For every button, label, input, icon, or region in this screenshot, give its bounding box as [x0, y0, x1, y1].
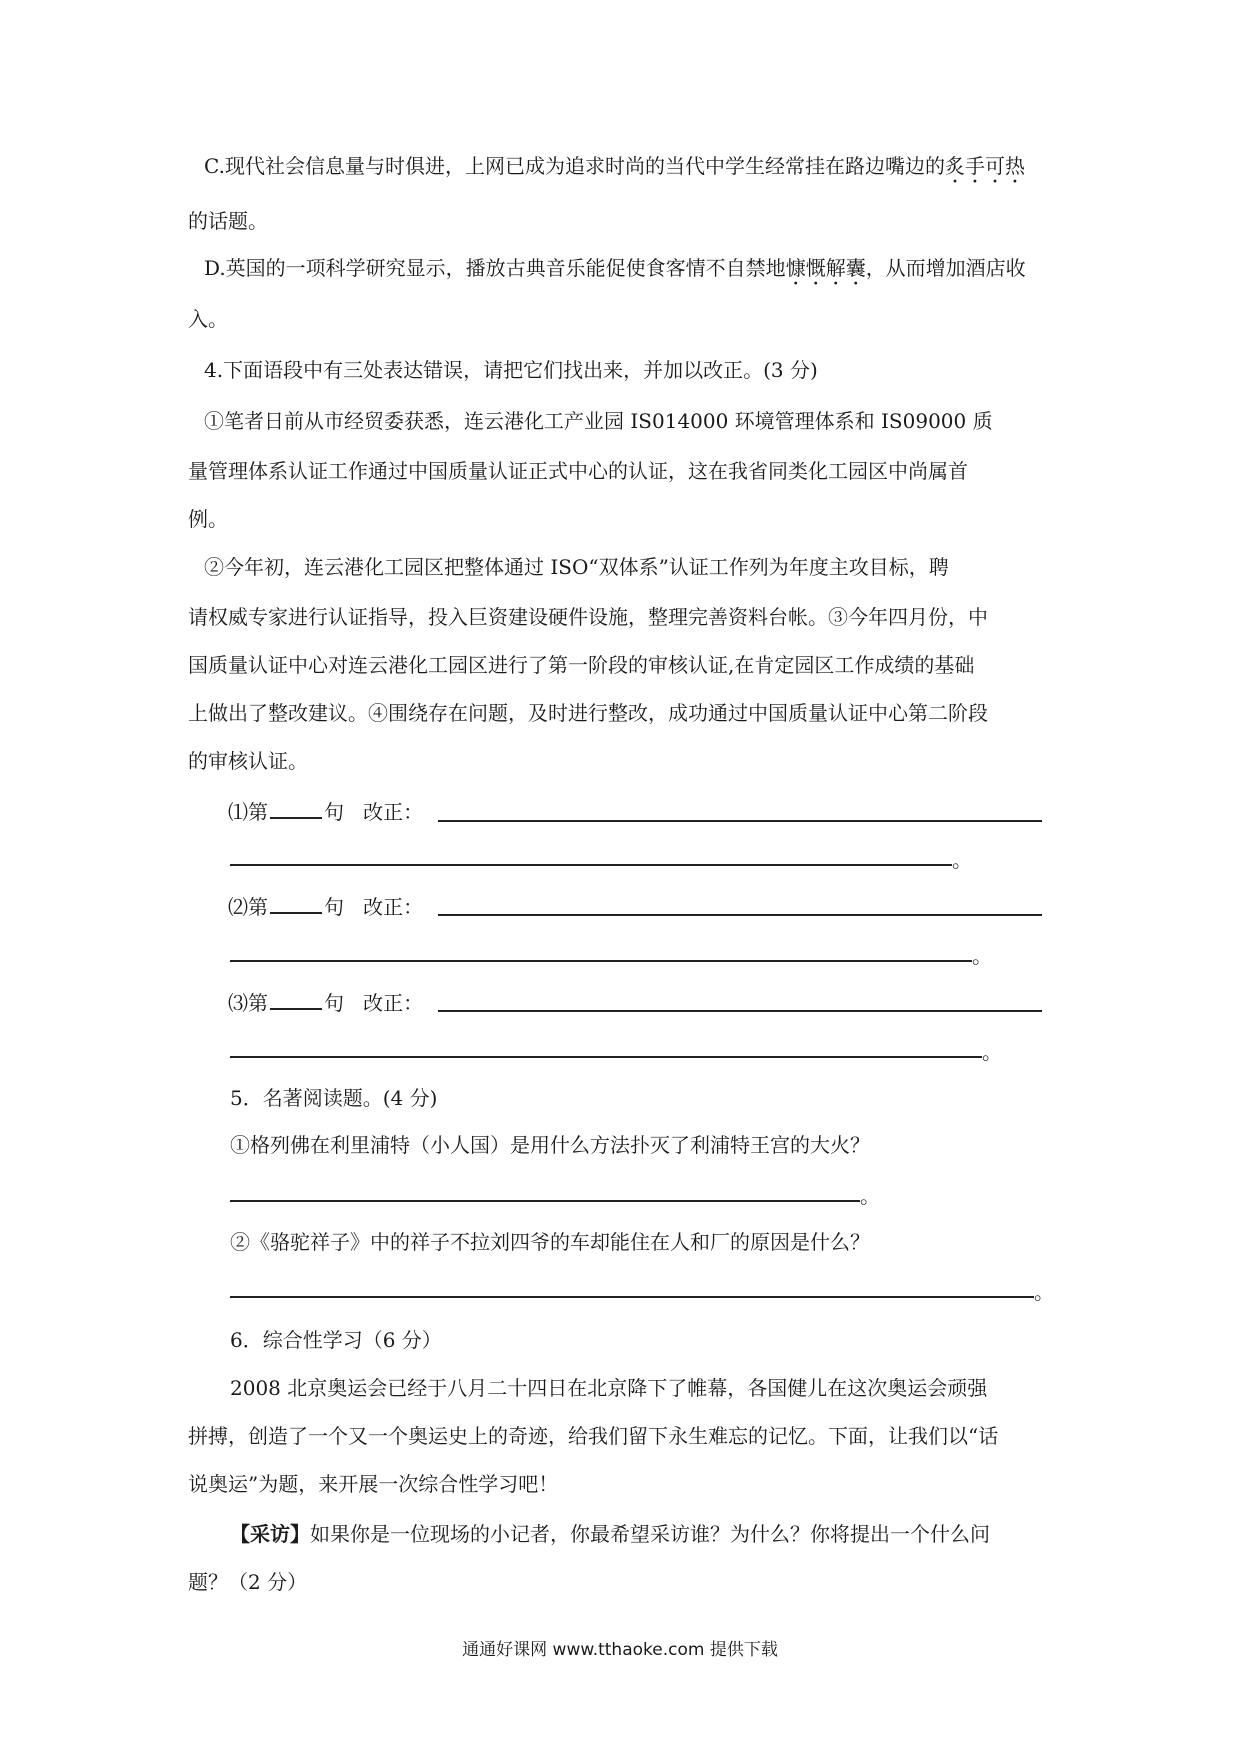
q4-paragraph1-line3: 例。: [188, 507, 228, 531]
answer-row-3: [228, 989, 423, 1017]
q4-paragraph1-line1: ①笔者日前从市经贸委获悉，连云港化工产业园 IS014000 环境管理体系和 IS09000 质: [204, 409, 993, 433]
q6-paragraph-line1: 2008 北京奥运会已经于八月二十四日在北京降下了帷幕，各国健儿在这次奥运会顽强: [230, 1376, 988, 1400]
answer-row-2: [228, 893, 423, 921]
q4-paragraph2-line1: ②今年初，连云港化工园区把整体通过 ISO“双体系”认证工作列为年度主攻目标，聘: [204, 555, 949, 579]
q6-paragraph-line3: 说奥运”为题，来开展一次综合性学习吧！: [188, 1472, 559, 1496]
period: 。: [1034, 1280, 1054, 1304]
q6-paragraph-line2: 拼搏，创造了一个又一个奥运史上的奇迹，给我们留下永生难忘的记忆。下面，让我们以“话: [188, 1424, 999, 1448]
answer-line-q5-2[interactable]: [230, 1296, 1034, 1298]
dotted-char: 慷: [785, 256, 806, 280]
option-d-text: D.英国的一项科学研究显示，播放古典音乐能促使食客情不自禁地: [204, 256, 786, 280]
correction-label: 改正：: [363, 895, 424, 919]
question-6-title: 6．综合性学习（6 分）: [230, 1328, 442, 1352]
sentence-number-blank[interactable]: [270, 894, 322, 914]
option-d-line2: 入。: [188, 307, 228, 331]
sentence-number-blank[interactable]: [270, 990, 322, 1010]
option-d-text-end: ，从而增加酒店收: [865, 256, 1026, 280]
sentence-label: 句: [324, 895, 344, 919]
q4-paragraph2-line5: 的审核认证。: [188, 749, 308, 773]
correction-line[interactable]: [438, 1010, 1042, 1012]
answer-number-label: ⑴第: [228, 800, 268, 824]
answer-number-label: ⑵第: [228, 895, 268, 919]
sentence-number-blank[interactable]: [270, 799, 322, 819]
interview-line2: 题？（2 分）: [188, 1570, 308, 1594]
correction-line-continued[interactable]: [230, 1056, 982, 1058]
answer-line-q5-1[interactable]: [230, 1200, 860, 1202]
sentence-label: 句: [324, 991, 344, 1015]
correction-line-continued[interactable]: [230, 960, 972, 962]
interview-line1: [230, 1520, 990, 1548]
footer-source: 通通好课网 www.tthaoke.com 提供下载: [462, 1640, 778, 1660]
option-c-line1: [204, 152, 1025, 180]
interview-tag: 【采访】: [230, 1522, 310, 1546]
correction-label: 改正：: [363, 800, 424, 824]
q4-paragraph2-line4: 上做出了整改建议。④围绕存在问题，及时进行整改，成功通过中国质量认证中心第二阶段: [188, 701, 988, 725]
period: 。: [972, 944, 992, 968]
correction-line[interactable]: [438, 914, 1042, 916]
option-c-line2: 的话题。: [188, 209, 268, 233]
correction-line-continued[interactable]: [230, 864, 952, 866]
correction-line[interactable]: [438, 820, 1042, 822]
q4-paragraph2-line2: 请权威专家进行认证指导，投入巨资建设硬件设施，整理完善资料台帐。③今年四月份，中: [188, 605, 988, 629]
dotted-char: 囊: [845, 256, 866, 280]
q5-item-1: ①格列佛在利里浦特（小人国）是用什么方法扑灭了利浦特王宫的大火？: [230, 1133, 870, 1157]
dotted-char: 慨: [805, 256, 826, 280]
q4-paragraph1-line2: 量管理体系认证工作通过中国质量认证正式中心的认证，这在我省同类化工园区中尚属首: [188, 459, 968, 483]
period: 。: [952, 848, 972, 872]
q4-paragraph2-line3: 国质量认证中心对连云港化工园区进行了第一阶段的审核认证,在肯定园区工作成绩的基础: [188, 653, 975, 677]
dotted-char: 手: [964, 154, 985, 178]
sentence-label: 句: [324, 800, 344, 824]
dotted-char: 热: [1004, 154, 1025, 178]
dotted-char: 炙: [944, 154, 965, 178]
dotted-char: 解: [825, 256, 846, 280]
dotted-char: 可: [984, 154, 1005, 178]
q5-item-2: ②《骆驼祥子》中的祥子不拉刘四爷的车却能住在人和厂的原因是什么？: [230, 1230, 870, 1254]
option-d-line1: [204, 254, 1026, 282]
answer-row-1: [228, 798, 423, 826]
option-c-text: C.现代社会信息量与时俱进，上网已成为追求时尚的当代中学生经常挂在路边嘴边的: [204, 154, 945, 178]
interview-text: 如果你是一位现场的小记者，你最希望采访谁？为什么？你将提出一个什么问: [310, 1522, 990, 1546]
answer-number-label: ⑶第: [228, 991, 268, 1015]
question-4-title: 4.下面语段中有三处表达错误，请把它们找出来，并加以改正。(3 分): [204, 358, 818, 382]
question-5-title: 5．名著阅读题。(4 分): [230, 1086, 438, 1110]
period: 。: [860, 1184, 880, 1208]
period: 。: [982, 1040, 1002, 1064]
correction-label: 改正：: [363, 991, 424, 1015]
